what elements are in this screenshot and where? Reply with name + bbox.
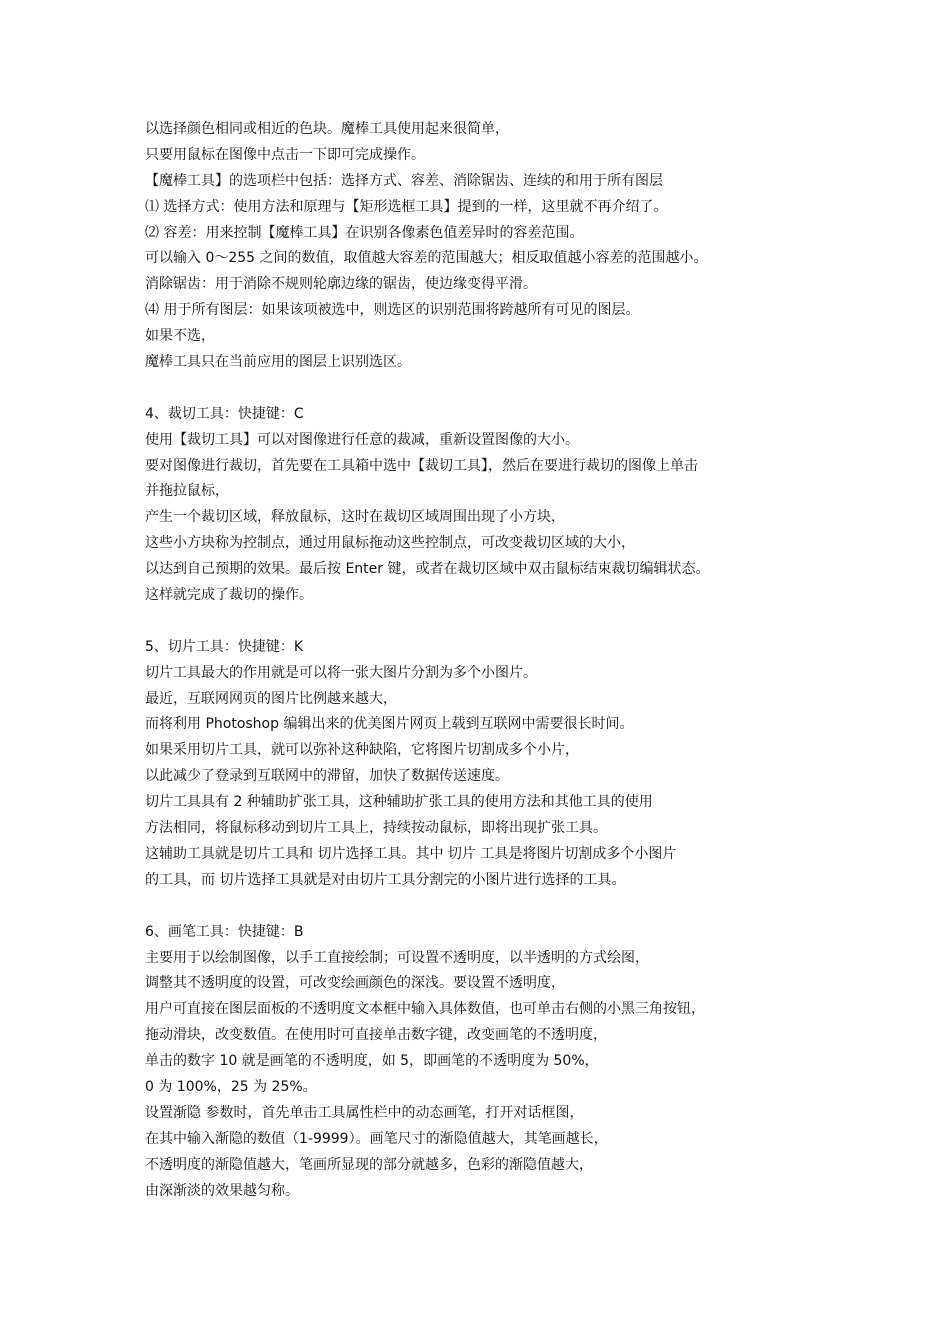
text-line: 并拖拉鼠标， bbox=[145, 483, 229, 500]
blank-line bbox=[145, 376, 825, 402]
text-line: 拖动滑块，改变数值。在使用时可直接单击数字键，改变画笔的不透明度， bbox=[145, 1027, 607, 1044]
text-line: ⑷ 用于所有图层：如果该项被选中，则选区的识别范围将跨越所有可见的图层。 bbox=[145, 302, 640, 319]
text-line: 以选择颜色相同或相近的色块。魔棒工具使用起来很简单， bbox=[145, 121, 509, 137]
document-body bbox=[145, 117, 825, 1204]
text-line: 以此减少了登录到互联网中的滞留，加快了数据传送速度。 bbox=[145, 768, 509, 785]
text-line: 如果采用切片工具，就可以弥补这种缺陷，它将图片切割成多个小片， bbox=[145, 742, 579, 759]
text-line: 设置渐隐 参数时，首先单击工具属性栏中的动态画笔，打开对话框图， bbox=[145, 1104, 584, 1121]
text-line: 只要用鼠标在图像中点击一下即可完成操作。 bbox=[145, 146, 425, 163]
text-line: 4、裁切工具：快捷键：C bbox=[145, 405, 304, 422]
text-line: 以达到自己预期的效果。最后按 Enter 键，或者在裁切区域中双击鼠标结束裁切编辑状态。 bbox=[145, 561, 710, 578]
text-line: 的工具，而 切片选择工具就是对由切片工具分割完的小图片进行选择的工具。 bbox=[145, 871, 626, 888]
text-line: 而将利用 Photoshop 编辑出来的优美图片网页上载到互联网中需要很长时间。 bbox=[145, 716, 634, 733]
text-line: 产生一个裁切区域，释放鼠标，这时在裁切区域周围出现了小方块， bbox=[145, 509, 565, 526]
text-line: 方法相同，将鼠标移动到切片工具上，持续按动鼠标，即将出现扩张工具。 bbox=[145, 820, 607, 837]
text-line: 在其中输入渐隐的数值（1-9999）。画笔尺寸的渐隐值越大，其笔画越长， bbox=[145, 1130, 608, 1147]
blank-line bbox=[145, 894, 825, 920]
text-line: 消除锯齿：用于消除不规则轮廓边缘的锯齿，使边缘变得平滑。 bbox=[145, 276, 537, 293]
text-line: 主要用于以绘制图像，以手工直接绘制；可设置不透明度，以半透明的方式绘图， bbox=[145, 949, 649, 966]
text-line: 这辅助工具就是切片工具和 切片选择工具。其中 切片 工具是将图片切割成多个小图片 bbox=[145, 845, 677, 862]
text-line: 这样就完成了裁切的操作。 bbox=[145, 587, 313, 604]
text-line: 最近，互联网网页的图片比例越来越大， bbox=[145, 690, 397, 707]
text-line: 用户可直接在图层面板的不透明度文本框中输入具体数值，也可单击右侧的小黑三角按钮， bbox=[145, 1001, 705, 1018]
text-line: 【魔棒工具】的选项栏中包括：选择方式、容差、消除锯齿、连续的和用于所有图层 bbox=[145, 172, 663, 189]
text-line: 使用【裁切工具】可以对图像进行任意的裁减，重新设置图像的大小。 bbox=[145, 431, 579, 448]
text-line: 可以输入 0～255 之间的数值，取值越大容差的范围越大；相反取值越小容差的范围越小。 bbox=[145, 250, 708, 267]
text-line: 切片工具最大的作用就是可以将一张大图片分割为多个小图片。 bbox=[145, 664, 537, 681]
text-line: ⑵ 容差：用来控制【魔棒工具】在识别各像素色值差异时的容差范围。 bbox=[145, 224, 584, 241]
text-line: 5、切片工具：快捷键：K bbox=[145, 638, 304, 655]
text-line: 如果不选， bbox=[145, 328, 215, 345]
text-line: 魔棒工具只在当前应用的图层上识别选区。 bbox=[145, 354, 411, 371]
text-line: ⑴ 选择方式：使用方法和原理与【矩形选框工具】提到的一样，这里就不再介绍了。 bbox=[145, 198, 668, 215]
text-line: 不透明度的渐隐值越大，笔画所显现的部分就越多，色彩的渐隐值越大， bbox=[145, 1156, 593, 1173]
text-line: 单击的数字 10 就是画笔的不透明度，如 5，即画笔的不透明度为 50%， bbox=[145, 1053, 599, 1070]
text-line: 6、画笔工具：快捷键：B bbox=[145, 923, 304, 940]
text-line: 调整其不透明度的设置，可改变绘画颜色的深浅。要设置不透明度， bbox=[145, 975, 565, 992]
text-line: 要对图像进行裁切，首先要在工具箱中选中【裁切工具】，然后在要进行裁切的图像上单击 bbox=[145, 457, 698, 474]
text-line: 这些小方块称为控制点，通过用鼠标拖动这些控制点，可改变裁切区域的大小， bbox=[145, 535, 635, 552]
blank-line bbox=[145, 609, 825, 635]
text-line: 切片工具具有 2 种辅助扩张工具，这种辅助扩张工具的使用方法和其他工具的使用 bbox=[145, 794, 653, 811]
text-line: 由深渐淡的效果越匀称。 bbox=[145, 1182, 299, 1199]
text-line: 0 为 100%，25 为 25%。 bbox=[145, 1078, 317, 1095]
